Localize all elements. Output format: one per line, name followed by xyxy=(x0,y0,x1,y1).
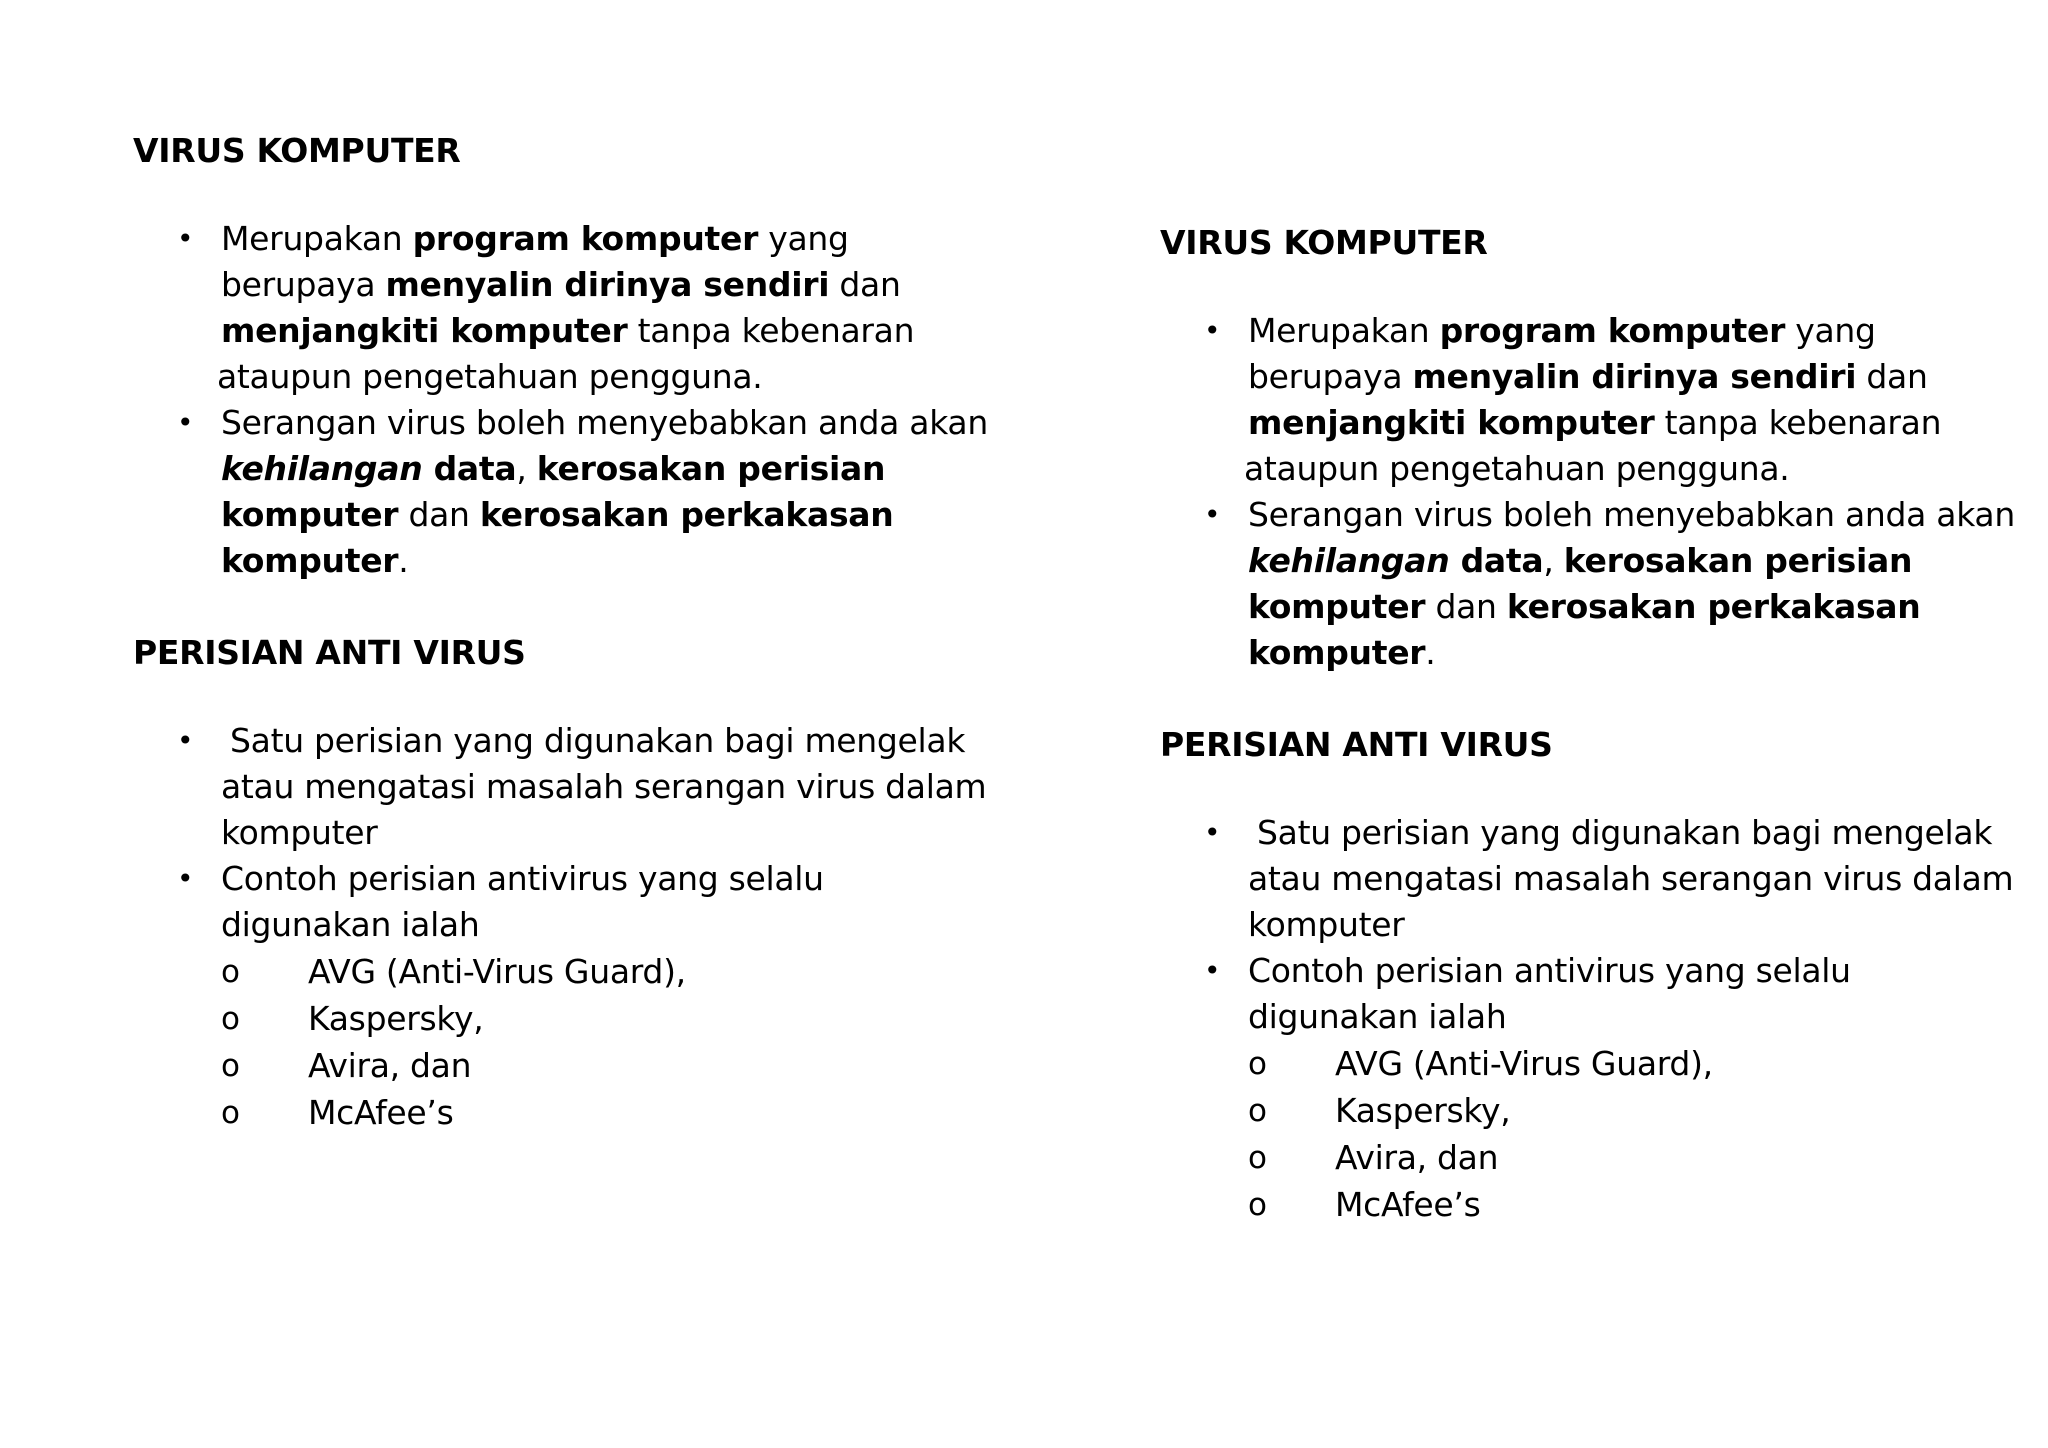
heading-perisian-anti-virus: PERISIAN ANTI VIRUS xyxy=(133,633,526,672)
bullet-marker: • xyxy=(177,862,194,895)
heading-perisian-anti-virus: PERISIAN ANTI VIRUS xyxy=(1160,725,1553,764)
sub-bullet-marker: o xyxy=(1248,1187,1267,1223)
bullet-marker: • xyxy=(1204,954,1221,987)
sub-list-item: o McAfee’s xyxy=(1160,1181,2040,1228)
sub-list-item: o Kaspersky, xyxy=(1160,1087,2040,1134)
sub-list-item: o Avira, dan xyxy=(1160,1134,2040,1181)
heading-virus-komputer: VIRUS KOMPUTER xyxy=(1160,223,1488,262)
sub-list-item: o AVG (Anti-Virus Guard), xyxy=(1160,1040,2040,1087)
antivirus-bullet-list xyxy=(133,718,1013,1136)
antivirus-bullet-list xyxy=(1160,810,2040,1228)
document-column-left xyxy=(133,128,1013,1136)
sub-bullet-marker: o xyxy=(1248,1093,1267,1129)
sub-bullet-marker: o xyxy=(221,1001,240,1037)
virus-bullet-list xyxy=(133,216,1013,584)
bullet-marker: • xyxy=(177,724,194,757)
sub-bullet-marker: o xyxy=(1248,1140,1267,1176)
sub-bullet-marker: o xyxy=(221,1048,240,1084)
sub-bullet-marker: o xyxy=(1248,1046,1267,1082)
bullet-marker: • xyxy=(1204,314,1221,347)
sub-bullet-marker: o xyxy=(221,1095,240,1131)
sub-list-item: o Avira, dan xyxy=(133,1042,1013,1089)
list-item: • Serangan virus boleh menyebabkan anda akan kehilangan data, kerosakan perisian komputer dan kerosakan perkakasan komputer. xyxy=(133,400,1013,584)
bullet-marker: • xyxy=(1204,816,1221,849)
list-item: • Merupakan program komputer yang berupaya menyalin dirinya sendiri dan menjangkiti komputer tanpa kebenaran ataupun pengetahuan pengguna. xyxy=(1160,308,2040,492)
list-item: • Contoh perisian antivirus yang selalu digunakan ialah o AVG (Anti-Virus Guard), o Kaspersky, o Avira, dan o McAfee’s xyxy=(1160,948,2040,1228)
antivirus-examples-list xyxy=(1160,1040,2040,1228)
virus-bullet-list xyxy=(1160,308,2040,676)
list-item: • Merupakan program komputer yang berupaya menyalin dirinya sendiri dan menjangkiti komputer tanpa kebenaran ataupun pengetahuan pengguna. xyxy=(133,216,1013,400)
list-item: • Satu perisian yang digunakan bagi mengelak atau mengatasi masalah serangan virus dalam komputer xyxy=(1160,810,2040,948)
list-item: • Serangan virus boleh menyebabkan anda akan kehilangan data, kerosakan perisian komputer dan kerosakan perkakasan komputer. xyxy=(1160,492,2040,676)
list-item: • Satu perisian yang digunakan bagi mengelak atau mengatasi masalah serangan virus dalam komputer xyxy=(133,718,1013,856)
list-item: • Contoh perisian antivirus yang selalu digunakan ialah o AVG (Anti-Virus Guard), o Kaspersky, o Avira, dan o McAfee’s xyxy=(133,856,1013,1136)
antivirus-examples-list xyxy=(133,948,1013,1136)
sub-list-item: o McAfee’s xyxy=(133,1089,1013,1136)
document-column-right xyxy=(1160,220,2040,1228)
bullet-marker: • xyxy=(1204,498,1221,531)
bullet-marker: • xyxy=(177,222,194,255)
sub-bullet-marker: o xyxy=(221,954,240,990)
heading-virus-komputer: VIRUS KOMPUTER xyxy=(133,131,461,170)
sub-list-item: o AVG (Anti-Virus Guard), xyxy=(133,948,1013,995)
sub-list-item: o Kaspersky, xyxy=(133,995,1013,1042)
bullet-marker: • xyxy=(177,406,194,439)
